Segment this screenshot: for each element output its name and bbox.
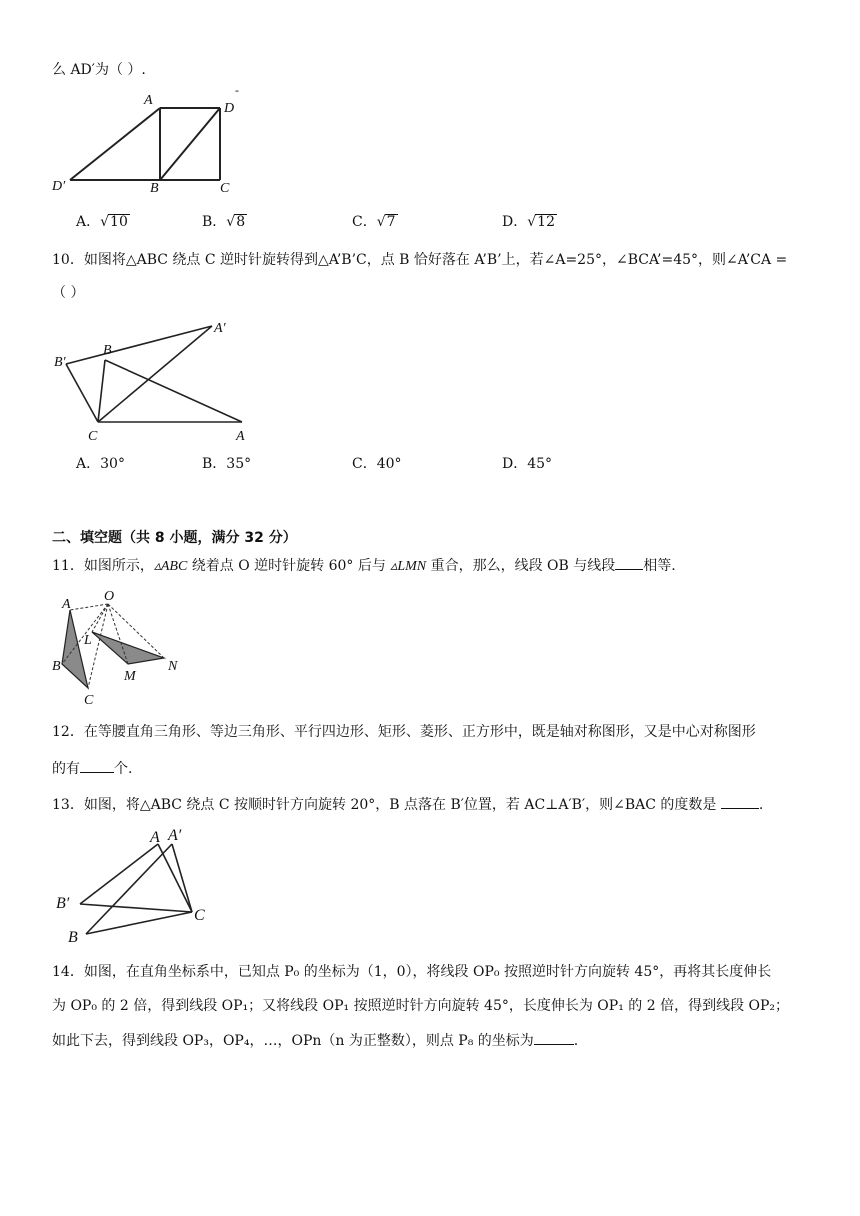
q10-line-2: （ ） [52, 285, 85, 301]
q10-option-b: B．35° [202, 456, 252, 472]
q13-label-bprime: B′ [56, 895, 70, 912]
q14-line-2: 为 OP₀ 的 2 倍，得到线段 OP₁；又将线段 OP₁ 按照逆时针方向旋转 45°，长度伸长为 OP₁ 的 2 倍，得到线段 OP₂； [52, 998, 790, 1014]
q9-edge-dprime-a [70, 108, 160, 180]
q11-line: 11．如图所示，▵ABC 绕着点 O 逆时针旋转 60° 后与 ▵LMN 重合，那么，线段 OB 与线段 相等. [52, 555, 812, 577]
q12-answer-blank[interactable] [80, 758, 114, 773]
q11-dash-o-a [70, 604, 108, 610]
q11-label-c: C [84, 693, 94, 708]
q10-label-bprime: B′ [54, 355, 66, 370]
q9-label-dprime: D′ [52, 179, 66, 194]
q9-option-c: C．√7 [352, 214, 396, 230]
q14-answer-blank[interactable] [534, 1030, 574, 1045]
q14-line-1: 14．如图，在直角坐标系中，已知点 P₀ 的坐标为（1，0），将线段 OP₀ 按照逆时针方向旋转 45°，再将其长度伸长 [52, 964, 772, 980]
q11-figure [52, 588, 192, 710]
q10-figure [52, 318, 272, 448]
q13-edge-bprime-a [80, 844, 158, 904]
q11-label-a: A [62, 597, 71, 612]
q9-label-b: B [150, 181, 159, 196]
q9-option-a-radicand: 10 [110, 214, 128, 230]
q9-edge-b-d [160, 108, 220, 180]
q11-label-m: M [124, 669, 136, 684]
q11-label-b: B [52, 659, 61, 674]
q11-triangle-abc-shape [62, 610, 88, 688]
q9-option-a: A．√10 [76, 214, 128, 230]
q10-line-1: 10．如图将△ABC 绕点 C 逆时针旋转得到△A’B’C，点 B 恰好落在 A’B’上，若∠A=25°，∠BCA’=45°，则∠A’CA = [52, 252, 788, 268]
q13-label-c: C [194, 907, 205, 924]
q9-label-a: A [144, 93, 153, 108]
q13-answer-blank[interactable] [721, 794, 759, 809]
q10-label-b: B [103, 343, 112, 358]
q11-triangle-abc: ▵ABC [153, 559, 188, 574]
q10-label-a: A [236, 429, 245, 444]
q9-option-b: B．√8 [202, 214, 246, 230]
q10-option-c: C．40° [352, 456, 402, 472]
q11-dash-o-l [92, 604, 108, 632]
q9-option-d: D．√12 [502, 214, 555, 230]
section-2-heading: 二、填空题（共 8 小题，满分 32 分） [52, 530, 297, 546]
q10-option-a: A．30° [76, 456, 125, 472]
q10-edge-b-a [105, 360, 242, 422]
q9-stem-tail: 么 AD′为（ ）. [52, 62, 146, 78]
q10-label-c: C [88, 429, 98, 444]
q9-label-d: D [224, 101, 235, 116]
q13-edge-b-c [86, 912, 192, 934]
q14-line-3: 如此下去，得到线段 OP₃，OP₄，…，OPn（n 为正整数），则点 P₈ 的坐标为 . [52, 1030, 812, 1051]
q13-label-aprime: A′ [168, 827, 182, 844]
q9-option-d-radicand: 12 [537, 214, 555, 230]
q9-label-tick: - [235, 83, 239, 97]
q10-edge-bprime-c [66, 364, 98, 422]
q9-option-b-radicand: 8 [236, 214, 246, 230]
q13-figure [52, 824, 222, 946]
q11-triangle-lmn-shape [92, 632, 164, 664]
q12-line-2: 的有 个. [52, 758, 812, 779]
q10-label-aprime: A′ [214, 321, 226, 336]
q11-triangle-lmn: ▵LMN [390, 559, 427, 574]
q11-label-l: L [84, 633, 92, 648]
q9-figure [52, 83, 252, 200]
q11-label-o: O [104, 589, 115, 604]
q13-edge-bprime-c [80, 904, 192, 912]
q10-option-d: D．45° [502, 456, 553, 472]
q11-answer-blank[interactable] [615, 555, 643, 570]
q9-option-c-radicand: 7 [386, 214, 396, 230]
q13-line-1: 13．如图，将△ABC 绕点 C 按顺时针方向旋转 20°，B 点落在 B′位置，若 AC⊥A′B′，则∠BAC 的度数是 . [52, 794, 812, 815]
q9-label-c: C [220, 181, 230, 196]
q12-line-1: 12．在等腰直角三角形、等边三角形、平行四边形、矩形、菱形、正方形中，既是轴对称图形，又是中心对称图形 [52, 724, 756, 740]
q13-label-a: A [150, 829, 160, 846]
q13-label-b: B [68, 929, 78, 946]
q10-edge-b-c [98, 360, 105, 422]
q11-label-n: N [168, 659, 178, 674]
